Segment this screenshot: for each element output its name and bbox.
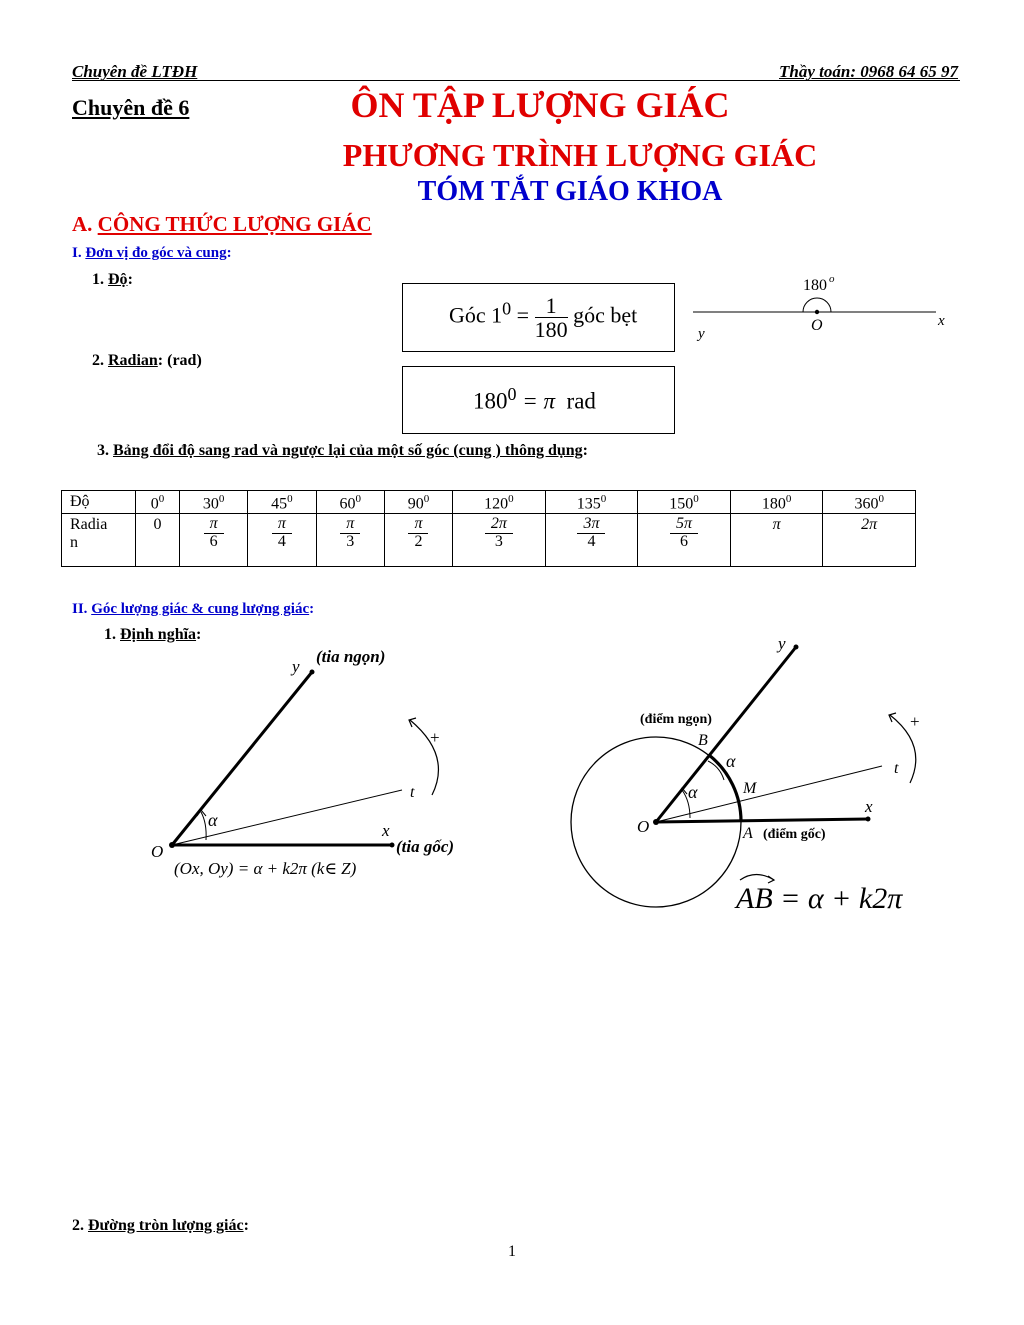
degree-sup: 0 xyxy=(158,493,165,505)
radian-cell: 2π xyxy=(823,514,916,567)
radian-cell: 0 xyxy=(136,514,180,567)
item-table-suffix: : xyxy=(582,442,588,459)
point-x xyxy=(390,843,395,848)
degree-cell: $360^0$ xyxy=(823,491,916,514)
item-do-suffix: : xyxy=(127,271,133,288)
degree-formula xyxy=(449,294,637,341)
point-y-right xyxy=(794,645,799,650)
section-i-title: Đơn vị đo góc và cung xyxy=(85,245,227,261)
section-i-prefix: I. xyxy=(72,245,82,261)
degree-sup: 0 xyxy=(218,493,225,505)
degree-formula-sup: 0 xyxy=(502,298,512,319)
diem-ngon-label: (điểm ngọn) xyxy=(640,712,712,727)
section-ii-title: Góc lượng giác & cung lượng giác xyxy=(91,601,310,617)
degree-sup: 0 xyxy=(355,493,361,505)
degree-cell: $180^0$ xyxy=(730,491,823,514)
point-y xyxy=(310,670,315,675)
title-line-1: ÔN TẬP LƯỢNG GIÁC xyxy=(350,85,730,125)
section-a-heading xyxy=(72,212,372,237)
point-b-label: B xyxy=(698,732,708,749)
alpha-arc xyxy=(201,812,206,840)
tia-goc-label: (tia gốc) xyxy=(396,837,455,856)
left-y-label: y xyxy=(292,657,300,676)
degree-fraction xyxy=(535,294,568,341)
item-do-num: 1. xyxy=(92,271,104,288)
degree-formula-box xyxy=(402,283,675,352)
item-circle-num: 2. xyxy=(72,1217,84,1234)
right-x-label: x xyxy=(865,797,873,816)
degree-row-label: Độ xyxy=(62,491,136,514)
item-definition-num: 1. xyxy=(104,626,116,643)
section-ii-heading xyxy=(72,601,314,618)
title-line-2: PHƯƠNG TRÌNH LƯỢNG GIÁC xyxy=(342,137,818,173)
item-circle-title: Đường tròn lượng giác xyxy=(88,1217,244,1234)
radian-cell: $\frac{\pi}{4}$ xyxy=(248,514,316,567)
angle-formula: (Ox, Oy) = α + k2π (k∈ Z) xyxy=(174,859,357,878)
tia-ngon-label: (tia ngọn) xyxy=(316,647,386,666)
header-left: Chuyên đề LTĐH xyxy=(72,62,198,81)
degree-cell: $60^0$ xyxy=(316,491,384,514)
degree-sup: 0 xyxy=(785,493,792,505)
section-ii-prefix: II. xyxy=(72,601,88,617)
radian-formula-unit: rad xyxy=(566,388,596,414)
degree-sup: 0 xyxy=(423,493,430,505)
point-o xyxy=(169,842,175,848)
radian-formula-box xyxy=(402,366,675,434)
section-i-heading xyxy=(72,245,232,262)
right-plus-label: + xyxy=(910,712,920,731)
angle-180-label: 180 xyxy=(803,277,827,294)
item-radian-suffix: : (rad) xyxy=(157,352,202,369)
degree-sup: 0 xyxy=(878,493,884,505)
radian-cell: $\frac{\pi}{6}$ xyxy=(180,514,248,567)
left-plus-label: + xyxy=(430,728,440,747)
section-i-suffix: : xyxy=(226,245,232,261)
arc-formula: AB = α + k2π xyxy=(736,882,903,915)
chapter-label: Chuyên đề 6 xyxy=(72,95,190,120)
point-x-right xyxy=(866,817,871,822)
degree-sup: 0 xyxy=(287,493,293,505)
left-x-label: x xyxy=(382,821,390,840)
radian-row-label: Radia n xyxy=(62,514,136,567)
degree-fraction-den: 180 xyxy=(534,317,568,343)
item-radian-title: Radian xyxy=(108,352,158,369)
radian-formula-sup: 0 xyxy=(507,384,517,404)
item-definition-title: Định nghĩa xyxy=(120,626,197,643)
origin-point xyxy=(815,310,819,314)
right-alpha-1: α xyxy=(726,751,736,771)
angle-180-sup: o xyxy=(829,273,835,285)
point-o-right xyxy=(653,819,659,825)
radian-cell: $\frac{3\pi}{4}$ xyxy=(545,514,638,567)
degree-fraction-num: 1 xyxy=(535,294,568,318)
straight-y-label: y xyxy=(698,326,705,342)
right-t-label: t xyxy=(894,760,899,777)
section-a-prefix: A. xyxy=(72,212,93,236)
right-y-label: y xyxy=(778,634,786,653)
item-table xyxy=(97,442,588,460)
degree-cell: $150^0$ xyxy=(638,491,731,514)
degree-cell: $45^0$ xyxy=(248,491,316,514)
item-definition-suffix: : xyxy=(196,626,202,643)
ray-oy-right xyxy=(656,647,796,822)
diem-goc-label: (điểm gốc) xyxy=(763,827,826,842)
section-a-title: CÔNG THỨC LƯỢNG GIÁC xyxy=(97,212,372,236)
straight-o-label: O xyxy=(811,317,823,334)
radian-cell: $\frac{\pi}{3}$ xyxy=(316,514,384,567)
radian-cell: $\frac{5\pi}{6}$ xyxy=(638,514,731,567)
straight-angle-figure xyxy=(690,270,960,345)
point-a-label: A xyxy=(743,825,753,842)
page-number: 1 xyxy=(508,1243,516,1260)
degree-row xyxy=(62,491,916,514)
inner-arc-1 xyxy=(708,761,724,780)
item-radian-num: 2. xyxy=(92,352,104,369)
radian-row xyxy=(62,514,916,567)
degree-formula-eq: = xyxy=(516,302,530,328)
item-do-title: Độ xyxy=(108,271,128,288)
straight-x-label: x xyxy=(938,313,945,329)
oriented-angle-figure xyxy=(140,640,480,890)
ray-oy xyxy=(172,672,312,845)
degree-formula-right: góc bẹt xyxy=(573,302,638,328)
degree-sup: 0 xyxy=(600,493,607,505)
degree-formula-left: Góc 1 xyxy=(449,302,503,328)
conversion-table xyxy=(61,490,916,567)
item-do xyxy=(92,271,133,289)
degree-cell: $135^0$ xyxy=(545,491,638,514)
item-circle-suffix: : xyxy=(243,1217,249,1234)
item-radian xyxy=(92,352,202,370)
radian-cell: $\frac{2\pi}{3}$ xyxy=(453,514,546,567)
degree-cell: $30^0$ xyxy=(180,491,248,514)
item-table-num: 3. xyxy=(97,442,109,459)
trig-arc-figure xyxy=(560,625,960,925)
degree-sup: 0 xyxy=(508,493,514,505)
point-m-label: M xyxy=(743,780,757,797)
item-table-title: Bảng đổi độ sang rad và ngược lại của một số góc (cung ) thông dụng xyxy=(113,442,583,459)
degree-cell: $90^0$ xyxy=(384,491,452,514)
left-o-label: O xyxy=(151,842,164,861)
section-ii-suffix: : xyxy=(309,601,315,617)
radian-formula-left: 180 xyxy=(473,388,508,414)
right-alpha-2: α xyxy=(688,782,698,802)
ray-ox-right xyxy=(656,819,868,822)
left-t-label: t xyxy=(410,784,415,801)
degree-cell: $0^0$ xyxy=(136,491,180,514)
radian-formula xyxy=(473,384,596,415)
header-divider xyxy=(72,80,960,81)
radian-formula-eq: = π xyxy=(522,388,556,414)
right-o-label: O xyxy=(637,817,650,836)
degree-sup: 0 xyxy=(693,493,699,505)
title-line-3: TÓM TẮT GIÁO KHOA xyxy=(417,176,723,207)
radian-cell: $\frac{\pi}{2}$ xyxy=(384,514,452,567)
radian-cell: π xyxy=(730,514,823,567)
left-alpha-label: α xyxy=(208,810,218,830)
item-circle xyxy=(72,1217,249,1235)
header-right: Thầy toán: 0968 64 65 97 xyxy=(779,62,958,81)
degree-cell: $120^0$ xyxy=(453,491,546,514)
